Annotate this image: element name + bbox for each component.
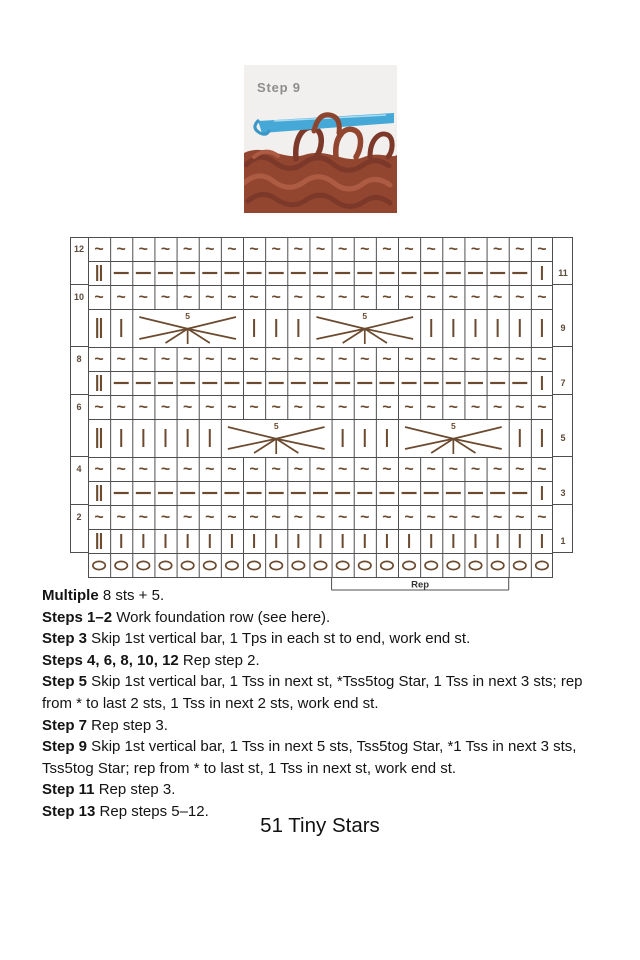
wave-symbol: ~	[426, 351, 436, 369]
wave-symbol: ~	[293, 289, 304, 307]
chain-symbol	[447, 561, 459, 569]
chain-symbol	[270, 561, 282, 569]
wave-symbol: ~	[492, 351, 503, 369]
wave-symbol: ~	[293, 461, 304, 479]
wave-symbol: ~	[448, 461, 459, 479]
chain-symbol	[514, 561, 526, 569]
chart-row-3	[88, 481, 553, 505]
tss5tog-star-symbol	[139, 311, 236, 344]
wave-symbol: ~	[116, 509, 126, 527]
chain-symbol	[159, 561, 171, 569]
wave-symbol: ~	[448, 241, 459, 259]
instruction-line	[42, 671, 604, 714]
wave-symbol: ~	[271, 351, 281, 369]
chart-row-7	[88, 371, 553, 395]
wave-symbol: ~	[116, 351, 126, 369]
wave-symbol: ~	[94, 461, 104, 479]
chain-symbol	[469, 561, 481, 569]
wave-symbol: ~	[470, 461, 481, 479]
wave-symbol: ~	[315, 289, 326, 307]
chain-symbol	[248, 561, 260, 569]
wave-symbol: ~	[271, 509, 281, 527]
wave-symbol: ~	[492, 289, 503, 307]
wave-symbol: ~	[337, 289, 348, 307]
wave-symbol: ~	[94, 351, 104, 369]
wave-symbol: ~	[227, 241, 237, 259]
wave-symbol: ~	[293, 351, 304, 369]
wave-symbol: ~	[515, 289, 525, 307]
wave-symbol: ~	[426, 241, 436, 259]
wave-symbol: ~	[360, 241, 370, 259]
chain-symbol	[425, 561, 437, 569]
chart-row-11	[88, 261, 553, 285]
wave-symbol: ~	[182, 399, 193, 417]
wave-symbol: ~	[315, 241, 326, 259]
instruction-line	[42, 715, 604, 737]
svg-text:5: 5	[362, 311, 368, 321]
wave-symbol: ~	[404, 461, 414, 479]
wave-symbol: ~	[382, 509, 392, 527]
chart-row-5	[88, 419, 553, 457]
wave-symbol: ~	[404, 241, 414, 259]
wave-symbol: ~	[492, 241, 503, 259]
wave-symbol: ~	[271, 289, 281, 307]
wave-symbol: ~	[404, 399, 414, 417]
svg-text:12: 12	[73, 244, 85, 255]
wave-symbol: ~	[470, 241, 481, 259]
chart-row-6	[88, 395, 553, 419]
wave-symbol: ~	[116, 289, 126, 307]
wave-symbol: ~	[448, 509, 459, 527]
step-text: Skip 1st vertical bar, 1 Tss in next 5 sts, Tss5tog Star, *1 Tss in next 3 sts, Tss5tog Star; rep from * to last st, 1 Tss in next st, work end st.	[42, 738, 577, 777]
wave-symbol: ~	[205, 509, 215, 527]
wave-symbol: ~	[182, 351, 193, 369]
wave-symbol: ~	[94, 509, 104, 527]
wave-symbol: ~	[426, 289, 436, 307]
svg-text:5: 5	[450, 421, 456, 431]
svg-text:7: 7	[560, 378, 566, 389]
chart-row-foundation	[88, 553, 553, 578]
wave-symbol: ~	[426, 399, 436, 417]
wave-symbol: ~	[382, 351, 392, 369]
step-label: Step 7	[42, 716, 88, 734]
wave-symbol: ~	[227, 509, 237, 527]
svg-text:8: 8	[76, 354, 82, 365]
wave-symbol: ~	[227, 461, 237, 479]
chain-symbol	[137, 561, 149, 569]
wave-symbol: ~	[94, 289, 104, 307]
wave-symbol: ~	[160, 351, 171, 369]
wave-symbol: ~	[205, 399, 215, 417]
wave-symbol: ~	[404, 289, 414, 307]
wave-symbol: ~	[315, 399, 326, 417]
wave-symbol: ~	[160, 289, 171, 307]
wave-symbol: ~	[249, 289, 259, 307]
wave-symbol: ~	[515, 351, 525, 369]
wave-symbol: ~	[205, 289, 215, 307]
wave-symbol: ~	[160, 241, 171, 259]
chain-symbol	[381, 561, 393, 569]
wave-symbol: ~	[293, 509, 304, 527]
wave-symbol: ~	[360, 509, 370, 527]
wave-symbol: ~	[271, 399, 281, 417]
chain-symbol	[491, 561, 503, 569]
chain-symbol	[115, 561, 127, 569]
chart-row-2	[88, 505, 553, 529]
wave-symbol: ~	[315, 509, 326, 527]
wave-symbol: ~	[271, 241, 281, 259]
wave-symbol: ~	[138, 461, 149, 479]
chain-symbol	[181, 561, 193, 569]
wave-symbol: ~	[337, 351, 348, 369]
svg-text:11: 11	[558, 268, 568, 279]
wave-symbol: ~	[249, 399, 259, 417]
wave-symbol: ~	[470, 509, 481, 527]
wave-symbol: ~	[160, 461, 171, 479]
wave-symbol: ~	[160, 399, 171, 417]
wave-symbol: ~	[138, 509, 149, 527]
wave-symbol: ~	[293, 399, 304, 417]
step-text: Rep step 2.	[178, 651, 260, 669]
wave-symbol: ~	[515, 399, 525, 417]
chart-row-9	[88, 309, 553, 347]
wave-symbol: ~	[448, 289, 459, 307]
photo-step-label: Step 9	[257, 80, 301, 95]
wave-symbol: ~	[293, 241, 304, 259]
wave-symbol: ~	[404, 351, 414, 369]
svg-text:9: 9	[560, 323, 566, 334]
step-text: Skip 1st vertical bar, 1 Tss in next st, *Tss5tog Star, 1 Tss in next 3 sts; rep from * to last 2 sts, 1 Tss in next 2 sts, work end st.	[42, 673, 583, 712]
wave-symbol: ~	[426, 509, 436, 527]
step-text: Rep step 3.	[94, 781, 176, 799]
chain-symbol	[536, 561, 548, 569]
step-text: Skip 1st vertical bar, 1 Tps in each st to end, work end st.	[87, 630, 471, 648]
svg-text:10: 10	[73, 292, 85, 303]
wave-symbol: ~	[138, 351, 149, 369]
step-text: Rep step 3.	[87, 716, 168, 734]
wave-symbol: ~	[537, 461, 547, 479]
wave-symbol: ~	[382, 461, 392, 479]
wave-symbol: ~	[470, 351, 481, 369]
chain-symbol	[226, 561, 238, 569]
svg-text:Rep: Rep	[411, 579, 430, 591]
chain-symbol	[336, 561, 348, 569]
wave-symbol: ~	[492, 509, 503, 527]
wave-symbol: ~	[249, 351, 259, 369]
wave-symbol: ~	[537, 241, 547, 259]
wave-symbol: ~	[138, 289, 149, 307]
wave-symbol: ~	[182, 509, 193, 527]
instruction-line	[42, 650, 604, 672]
wave-symbol: ~	[138, 399, 149, 417]
wave-symbol: ~	[492, 461, 503, 479]
wave-symbol: ~	[337, 241, 348, 259]
wave-symbol: ~	[360, 461, 370, 479]
wave-symbol: ~	[205, 241, 215, 259]
wave-symbol: ~	[227, 351, 237, 369]
wave-symbol: ~	[94, 399, 104, 417]
tss5tog-star-symbol	[316, 311, 413, 344]
wave-symbol: ~	[515, 461, 525, 479]
wave-symbol: ~	[337, 461, 348, 479]
pattern-title: 51 Tiny Stars	[260, 814, 380, 837]
wave-symbol: ~	[205, 461, 215, 479]
wave-symbol: ~	[492, 399, 503, 417]
svg-text:5: 5	[273, 421, 279, 431]
stitch-chart	[70, 237, 575, 595]
wave-symbol: ~	[315, 351, 326, 369]
wave-symbol: ~	[182, 241, 193, 259]
instruction-line	[42, 585, 604, 607]
wave-symbol: ~	[337, 399, 348, 417]
step-text: 8 sts + 5.	[98, 587, 165, 604]
wave-symbol: ~	[227, 399, 237, 417]
wave-symbol: ~	[116, 399, 126, 417]
chain-symbol	[204, 561, 216, 569]
wave-symbol: ~	[537, 509, 547, 527]
instruction-line	[42, 628, 604, 650]
instruction-line	[42, 607, 604, 629]
step-label: Multiple	[42, 587, 99, 604]
pattern-instructions	[42, 585, 604, 823]
wave-symbol: ~	[448, 351, 459, 369]
step-label: Step 9	[42, 738, 88, 756]
wave-symbol: ~	[360, 399, 370, 417]
wave-symbol: ~	[182, 461, 193, 479]
wave-symbol: ~	[515, 241, 525, 259]
svg-text:5: 5	[560, 433, 566, 444]
wave-symbol: ~	[227, 289, 237, 307]
chain-symbol	[403, 561, 415, 569]
wave-symbol: ~	[249, 241, 259, 259]
chain-symbol	[359, 561, 371, 569]
wave-symbol: ~	[271, 461, 281, 479]
step-text: Rep steps 5–12.	[95, 802, 209, 820]
wave-symbol: ~	[249, 509, 259, 527]
step-label: Step 13	[42, 802, 96, 820]
svg-text:4: 4	[76, 464, 82, 475]
wave-symbol: ~	[160, 509, 171, 527]
svg-text:6: 6	[76, 402, 82, 413]
wave-symbol: ~	[426, 461, 436, 479]
wave-symbol: ~	[94, 241, 104, 259]
wave-symbol: ~	[537, 399, 547, 417]
wave-symbol: ~	[315, 461, 326, 479]
tss5tog-star-symbol	[228, 421, 325, 454]
chain-symbol	[93, 561, 105, 569]
wave-symbol: ~	[205, 351, 215, 369]
wave-symbol: ~	[360, 351, 370, 369]
step-label: Step 11	[42, 781, 95, 799]
svg-text:1: 1	[560, 536, 566, 547]
wave-symbol: ~	[249, 461, 259, 479]
wave-symbol: ~	[382, 399, 392, 417]
step-label: Step 3	[42, 630, 88, 648]
wave-symbol: ~	[116, 461, 126, 479]
wave-symbol: ~	[448, 399, 459, 417]
chart-row-1	[88, 529, 553, 553]
step-label: Steps 4, 6, 8, 10, 12	[42, 651, 179, 669]
wave-symbol: ~	[182, 289, 193, 307]
svg-text:5: 5	[185, 311, 191, 321]
wave-symbol: ~	[537, 289, 547, 307]
wave-symbol: ~	[360, 289, 370, 307]
chain-symbol	[314, 561, 326, 569]
wave-symbol: ~	[470, 399, 481, 417]
wave-symbol: ~	[537, 351, 547, 369]
wave-symbol: ~	[116, 241, 126, 259]
svg-text:2: 2	[76, 512, 82, 523]
step-photo	[244, 65, 397, 213]
wave-symbol: ~	[337, 509, 348, 527]
wave-symbol: ~	[382, 241, 392, 259]
svg-text:3: 3	[560, 488, 566, 499]
chain-symbol	[292, 561, 304, 569]
wave-symbol: ~	[515, 509, 525, 527]
chart-row-4	[88, 457, 553, 481]
step-label: Step 5	[42, 673, 88, 691]
wave-symbol: ~	[470, 289, 481, 307]
step-label: Steps 1–2	[42, 608, 113, 626]
chart-row-8	[88, 347, 553, 371]
wave-symbol: ~	[138, 241, 149, 259]
wave-symbol: ~	[404, 509, 414, 527]
instruction-line	[42, 779, 604, 801]
stitch-chart-diagram	[70, 237, 575, 595]
step-text: Work foundation row (see here).	[112, 608, 331, 626]
chart-row-12	[88, 237, 553, 261]
wave-symbol: ~	[382, 289, 392, 307]
instruction-line	[42, 736, 604, 779]
tss5tog-star-symbol	[405, 421, 502, 454]
step-photo-image	[244, 65, 397, 213]
chart-row-10	[88, 285, 553, 309]
